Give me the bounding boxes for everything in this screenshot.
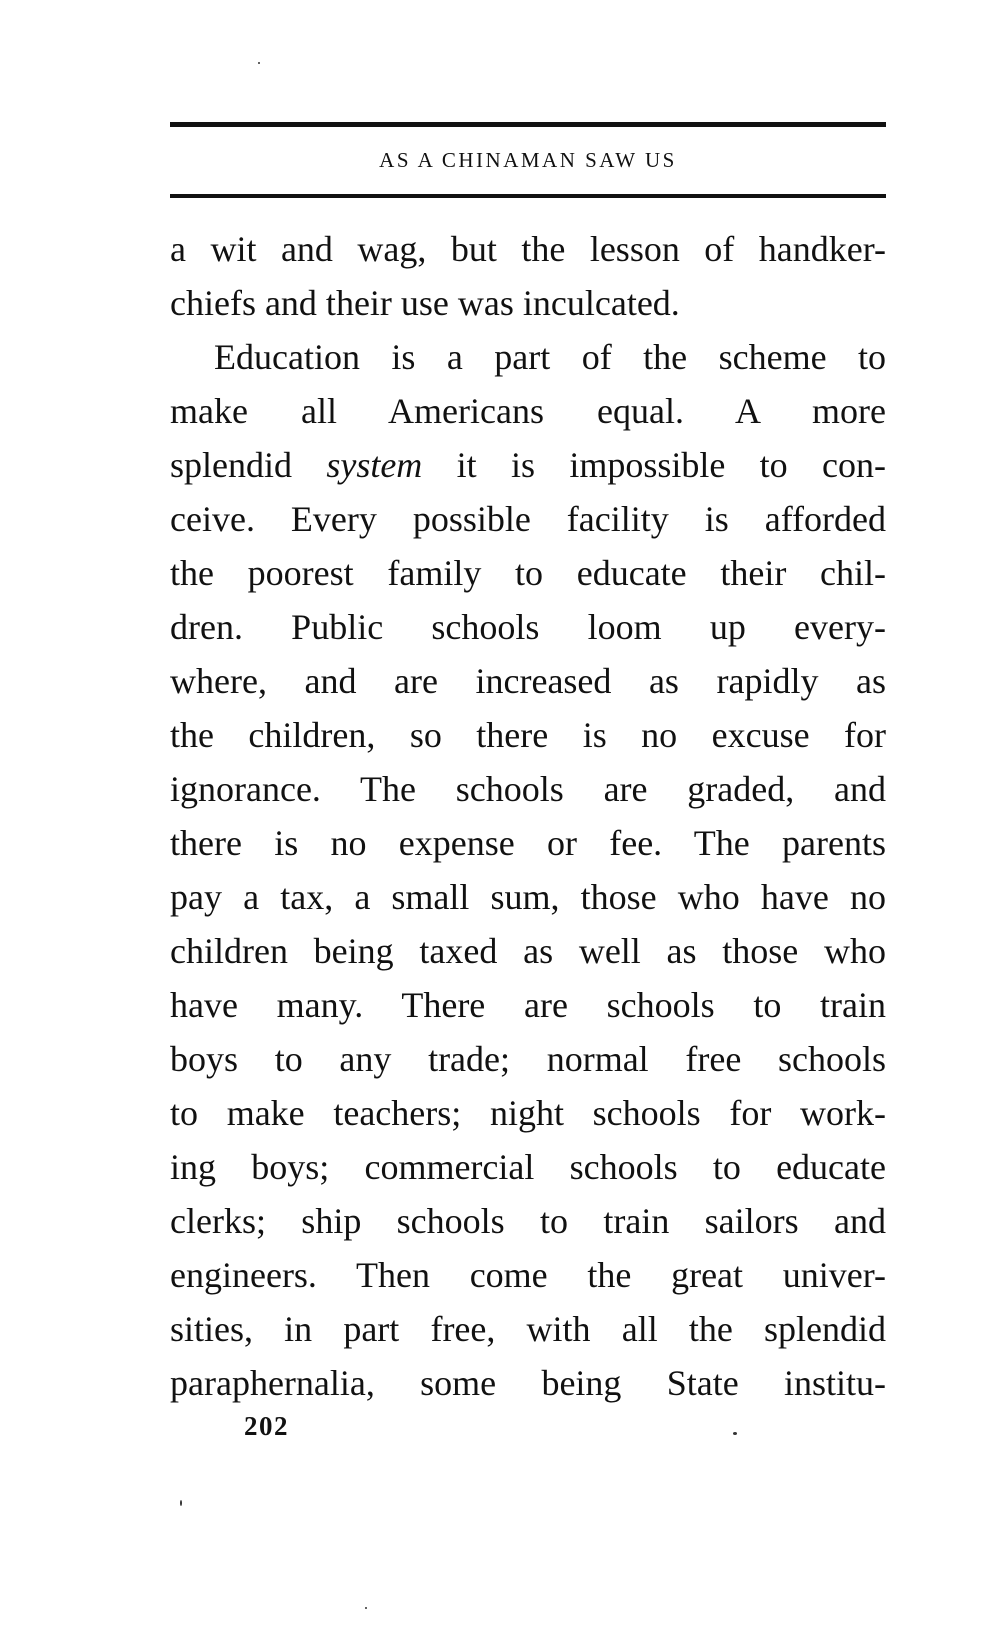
scan-speck	[258, 62, 260, 64]
page-number: 202	[244, 1411, 289, 1441]
text-line: there is no expense or fee. The parents	[170, 823, 886, 863]
text-line: sities, in part free, with all the splendid	[170, 1309, 886, 1349]
text-line: a wit and wag, but the lesson of handker-	[170, 229, 886, 269]
running-head: AS A CHINAMAN SAW US	[379, 148, 677, 172]
text-line: ceive. Every possible facility is afforded	[170, 499, 886, 539]
text-line: ignorance. The schools are graded, and	[170, 769, 886, 809]
text-line: the poorest family to educate their chil-	[170, 553, 886, 593]
body-text	[170, 222, 886, 1410]
header-rule-top	[170, 122, 886, 127]
text-segment: splendid	[170, 445, 327, 485]
scan-speck	[180, 1500, 182, 1506]
text-line: pay a tax, a small sum, those who have no	[170, 877, 886, 917]
text-line: the children, so there is no excuse for	[170, 715, 886, 755]
text-segment: it is impossible to con-	[422, 445, 886, 485]
text-line: to make teachers; night schools for work-	[170, 1093, 886, 1133]
text-line: make all Americans equal. A more	[170, 391, 886, 431]
text-line: chiefs and their use was inculcated.	[170, 283, 680, 323]
text-line: where, and are increased as rapidly as	[170, 661, 886, 701]
text-line: clerks; ship schools to train sailors and	[170, 1201, 886, 1241]
text-line: children being taxed as well as those who	[170, 931, 886, 971]
text-line: boys to any trade; normal free schools	[170, 1039, 886, 1079]
header-rule-bottom	[170, 194, 886, 198]
text-line: ing boys; commercial schools to educate	[170, 1147, 886, 1187]
text-line: paraphernalia, some being State institu-	[170, 1363, 886, 1403]
paragraph-start-line: Education is a part of the scheme to	[214, 337, 886, 377]
text-line	[170, 438, 886, 492]
text-line: engineers. Then come the great univer-	[170, 1255, 886, 1295]
scan-speck	[365, 1607, 367, 1609]
italic-word: system	[326, 445, 423, 485]
scan-speck	[733, 1432, 737, 1435]
text-line: have many. There are schools to train	[170, 985, 886, 1025]
text-line: dren. Public schools loom up every-	[170, 607, 886, 647]
